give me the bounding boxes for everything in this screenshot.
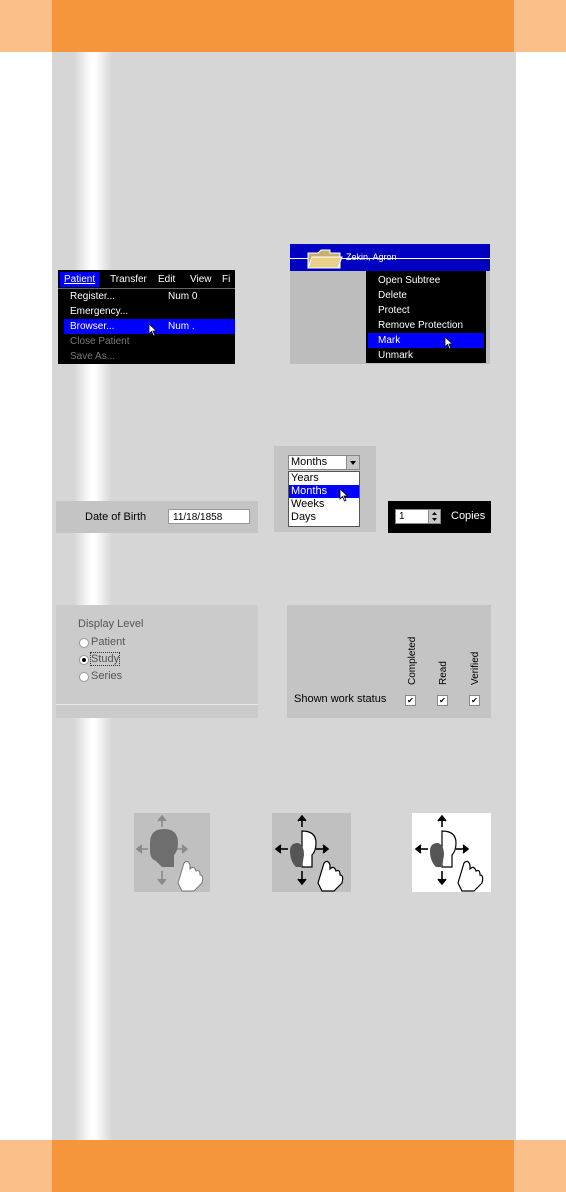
top-band-left-edge	[0, 0, 52, 52]
display-level-group	[56, 605, 258, 718]
mouse-cursor-icon	[444, 336, 454, 350]
tree-menu-screenshot	[290, 244, 490, 364]
pan-zoom-hand-icon-active[interactable]	[412, 813, 491, 892]
context-item-mark[interactable]: Mark	[378, 335, 401, 346]
context-menu	[366, 271, 486, 363]
bottom-band-right-edge	[514, 1140, 566, 1192]
patient-menu-screenshot	[58, 270, 235, 364]
spinner-buttons[interactable]	[428, 510, 440, 523]
radio-series-label[interactable]: Series	[91, 670, 123, 682]
radio-study[interactable]	[79, 655, 89, 665]
pan-zoom-hand-icon-disabled[interactable]	[134, 813, 210, 892]
bottom-band	[0, 1140, 566, 1192]
menu-transfer[interactable]: Transfer	[110, 274, 147, 285]
months-combo-box[interactable]	[288, 455, 360, 470]
copies-panel	[388, 501, 491, 533]
context-item-delete[interactable]: Delete	[378, 290, 407, 301]
menu-item-browser-shortcut: Num .	[168, 321, 195, 332]
tree-node-label[interactable]: Zekin, Agron	[346, 252, 397, 262]
folder-icon	[306, 248, 344, 270]
top-band-right-edge	[514, 0, 566, 52]
radio-series[interactable]	[79, 672, 89, 682]
mouse-cursor-icon	[339, 488, 349, 502]
menu-patient[interactable]: Patient	[60, 272, 99, 287]
combo-option-days[interactable]: Days	[291, 511, 317, 523]
checkbox-read[interactable]: ✔	[437, 695, 448, 706]
spinner-arrows-icon	[429, 510, 440, 523]
menu-edit[interactable]: Edit	[158, 274, 176, 285]
context-item-open-subtree[interactable]: Open Subtree	[378, 275, 441, 286]
copies-spinner[interactable]	[395, 509, 441, 524]
radio-patient-label[interactable]: Patient	[91, 636, 126, 648]
combo-box-panel	[274, 446, 376, 532]
column-completed: Completed	[407, 636, 418, 685]
menu-item-register-shortcut: Num 0	[168, 291, 198, 302]
context-item-remove-protection[interactable]: Remove Protection	[378, 320, 464, 331]
date-of-birth-label: Date of Birth	[85, 511, 147, 523]
combo-option-weeks[interactable]: Weeks	[291, 498, 325, 510]
mouse-cursor-icon	[148, 323, 158, 337]
checkbox-verified[interactable]: ✔	[469, 695, 480, 706]
menu-item-browser[interactable]: Browser...	[70, 321, 115, 332]
combo-value: Months	[291, 456, 328, 468]
display-level-title: Display Level	[78, 618, 144, 630]
date-of-birth-panel	[56, 501, 258, 533]
combo-option-months[interactable]: Months	[291, 485, 328, 497]
pan-zoom-hand-icon-normal[interactable]	[272, 813, 351, 892]
radio-patient[interactable]	[79, 638, 89, 648]
menu-file[interactable]: Fi	[222, 274, 231, 285]
menu-item-emergency[interactable]: Emergency...	[70, 306, 129, 317]
bottom-band-left-edge	[0, 1140, 52, 1192]
menu-item-register[interactable]: Register...	[70, 291, 116, 302]
radio-study-label[interactable]: Study	[91, 653, 120, 665]
work-status-row-label: Shown work status	[294, 693, 387, 705]
combo-option-years[interactable]: Years	[291, 472, 319, 484]
date-of-birth-input[interactable]: 11/18/1858	[168, 509, 250, 524]
content-panel	[52, 52, 516, 1140]
copies-value: 1	[399, 511, 405, 522]
checkbox-completed[interactable]: ✔	[405, 695, 416, 706]
context-item-protect[interactable]: Protect	[378, 305, 410, 316]
chevron-down-icon	[347, 456, 359, 469]
combo-option-list	[288, 471, 360, 527]
column-read: Read	[438, 661, 449, 685]
menu-item-save-as: Save As...	[70, 351, 116, 362]
group-divider	[56, 704, 258, 705]
combo-dropdown-button[interactable]	[346, 456, 359, 469]
top-band	[0, 0, 566, 52]
panel-shine	[74, 52, 112, 1140]
menu-item-close-patient: Close Patient	[70, 336, 130, 347]
context-item-unmark[interactable]: Unmark	[378, 350, 414, 361]
menu-view[interactable]: View	[190, 274, 212, 285]
work-status-panel	[287, 605, 491, 718]
copies-label: Copies	[451, 510, 486, 522]
column-verified: Verified	[470, 651, 481, 685]
